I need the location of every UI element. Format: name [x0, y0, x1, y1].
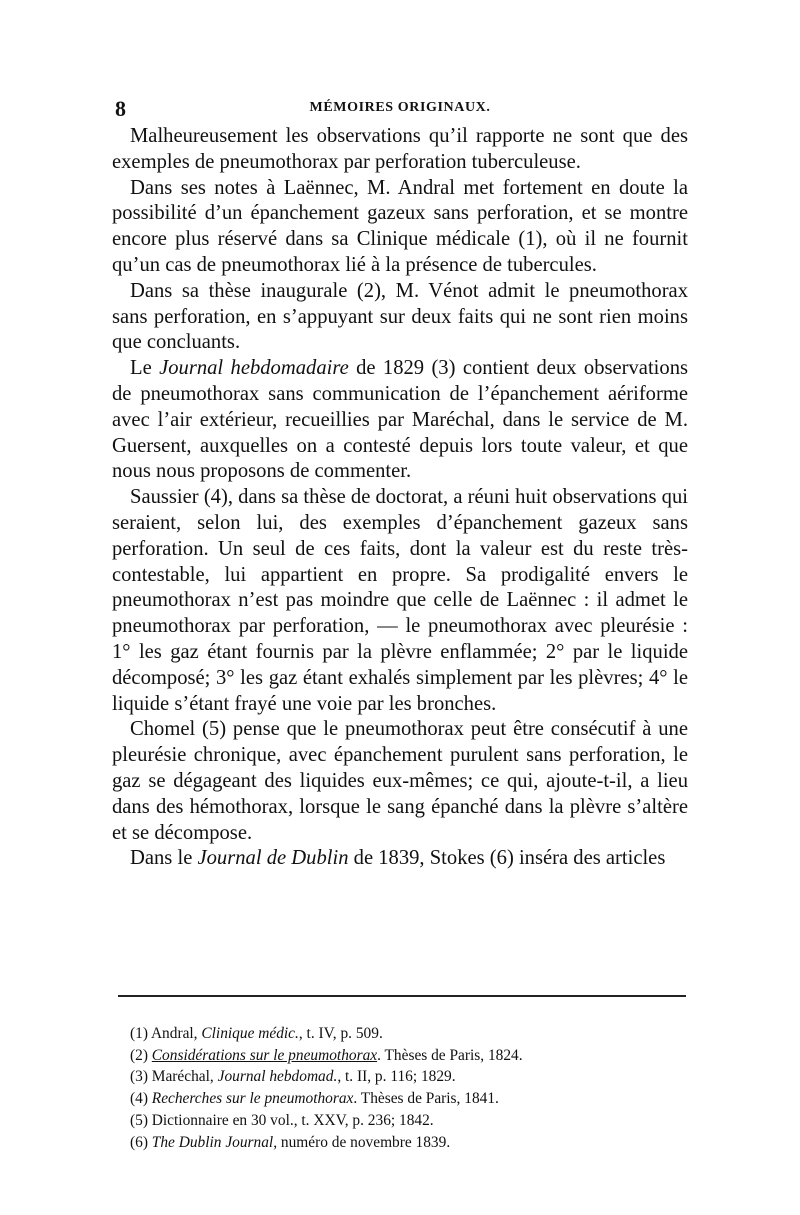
footnotes — [130, 1023, 686, 1153]
body-paragraph — [112, 717, 688, 846]
body-paragraph — [112, 176, 688, 279]
page-number: 8 — [115, 96, 126, 121]
footnote-title: Journal hebdomad. — [217, 1068, 338, 1086]
footnote-1 — [130, 1023, 686, 1045]
italic-title: Journal hebdomadaire — [159, 357, 349, 380]
footnote-text: (1) Andral, — [130, 1025, 202, 1042]
text-run: de 1839, Stokes (6) inséra des articles — [348, 847, 666, 870]
text-run: Le — [130, 357, 160, 380]
footnote-4 — [130, 1088, 686, 1110]
footnote-text: , t. II, p. 116; 1829. — [337, 1068, 456, 1086]
footnote-title: Clinique médic. — [201, 1025, 299, 1042]
text-run: Malheureusement les observations qu’il rapporte ne sont que des exemples de pneumothorax par perforation tuberculeuse. — [112, 125, 688, 173]
text-run: Dans le — [130, 847, 198, 870]
footnote-text: , numéro de novembre 1839. — [273, 1133, 451, 1151]
footnote-title: The Dublin Journal — [151, 1133, 274, 1151]
footnote-title: Considérations sur le pneumothorax — [151, 1046, 378, 1064]
text-run: Dans ses notes à Laënnec, M. Andral met fortement en doute la possibilité d’un épanchement gazeux sans perforation, et se montre encore plus réservé dans sa Clinique médicale (1), où il ne fournit qu’un cas de pneumothorax lié à la présence de tubercules. — [112, 176, 688, 276]
footnote-text: . Thèses de Paris, 1841. — [353, 1090, 499, 1108]
footnote-text: . Thèses de Paris, 1824. — [377, 1046, 523, 1064]
text-run: Saussier (4), dans sa thèse de doctorat, a réuni huit observations qui seraient, selon lui, des exemples d’épanchement gazeux sans perforation. Un seul de ces faits, dont la valeur est du reste très-contestable, lui appartient en propre. Sa prodigalité envers le pneumothorax n’est pas moindre que celle de Laënnec : il admet le pneumothorax par perforation, — le pneumothorax avec pleurésie : 1° les gaz étant fournis par la plèvre enflammée; 2° par le liquide décomposé; 3° les gaz étant exhalés simplement par les plèvres; 4° le liquide s’étant frayé une voie par les bronches. — [112, 486, 688, 715]
text-run: Chomel (5) pense que le pneumothorax peut être consécutif à une pleurésie chronique, avec épanchement purulent sans perforation, le gaz se dégageant des liquides eux-mêmes; ce qui, ajoute-t-il, a lieu dans des hémothorax, lorsque le sang épanché dans la plèvre s’altère et se décompose. — [112, 718, 688, 844]
footnote-5 — [130, 1110, 686, 1132]
footnote-text: (6) — [130, 1133, 152, 1151]
footnote-2 — [130, 1045, 686, 1067]
italic-title: Journal de Dublin — [197, 847, 349, 870]
body-paragraph — [112, 124, 688, 176]
footnote-6 — [130, 1132, 686, 1154]
footnote-text: , t. IV, p. 509. — [298, 1025, 383, 1042]
footnote-3 — [130, 1066, 686, 1088]
text-run: Dans sa thèse inaugurale (2), M. Vénot admit le pneumothorax sans perforation, en s’appuyant sur deux faits qui ne sont rien moins que concluants. — [112, 279, 688, 354]
body-paragraph — [112, 485, 688, 717]
footnote-text: (2) — [130, 1046, 152, 1064]
body-text — [112, 124, 688, 872]
footnote-divider — [118, 995, 686, 997]
footnote-title: Recherches sur le pneumothorax — [151, 1090, 354, 1108]
page-header — [112, 96, 688, 126]
running-head: MÉMOIRES ORIGINAUX. — [309, 100, 491, 115]
text-run: de 1829 (3) contient deux observations de pneumothorax sans communication de l’épanchement aériforme avec l’air extérieur, recueillies par Maréchal, dans le service de M. Guersent, auxquelles on a contesté depuis lors toute valeur, et que nous nous proposons de commenter. — [112, 357, 689, 483]
body-paragraph — [112, 279, 688, 356]
footnote-text: (5) Dictionnaire en 30 vol., t. XXV, p. 236; 1842. — [130, 1111, 434, 1129]
body-paragraph — [112, 846, 688, 872]
body-paragraph — [112, 356, 688, 485]
footnote-text: (3) Maréchal, — [130, 1068, 218, 1086]
footnote-text: (4) — [130, 1090, 152, 1108]
